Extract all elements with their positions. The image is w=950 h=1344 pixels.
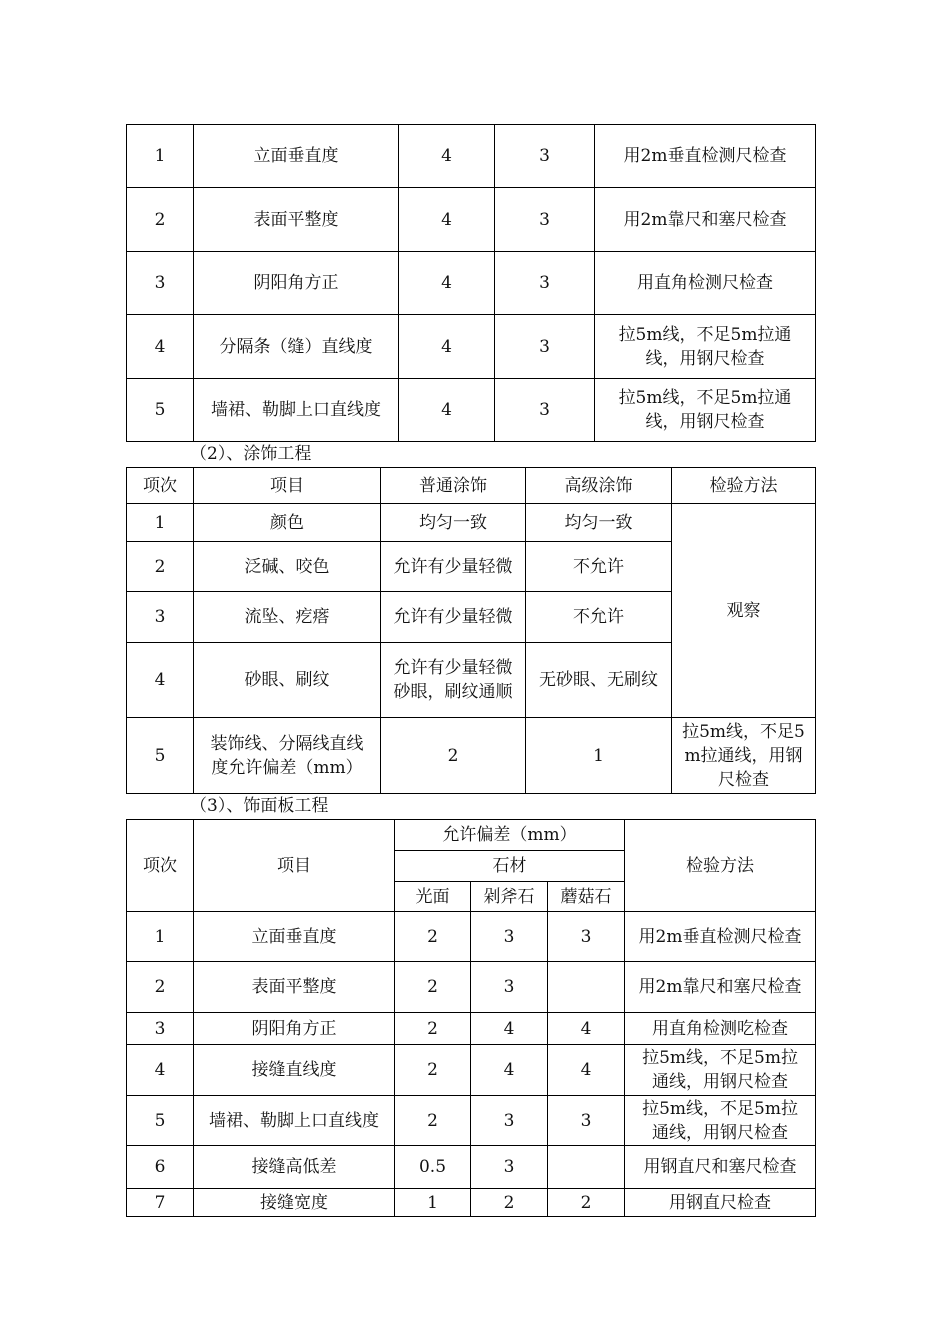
cell-advanced: 无砂眼、无刷纹 <box>526 643 672 718</box>
cell-no: 5 <box>127 1096 194 1146</box>
cell-method: 用钢直尺检查 <box>625 1189 816 1217</box>
table-row <box>127 125 816 188</box>
cell-method: 用直角检测吃检查 <box>625 1013 816 1045</box>
table-row <box>127 1013 816 1045</box>
cell-item: 表面平整度 <box>194 188 399 252</box>
header-item: 项目 <box>194 820 395 912</box>
cell-item: 颜色 <box>194 504 381 542</box>
cell-value: 3 <box>548 1096 625 1146</box>
table-row <box>127 252 816 315</box>
cell-value: 1 <box>395 1189 471 1217</box>
cell-value: 3 <box>471 912 548 962</box>
cell-value: 2 <box>395 1096 471 1146</box>
cell-item: 阴阳角方正 <box>194 1013 395 1045</box>
table-wall-tolerance <box>126 124 816 442</box>
cell-value: 4 <box>548 1045 625 1096</box>
cell-advanced: 1 <box>526 718 672 794</box>
cell-value: 4 <box>399 252 495 315</box>
table-row <box>127 315 816 379</box>
cell-value: 4 <box>548 1013 625 1045</box>
cell-value: 3 <box>495 379 595 442</box>
table-row <box>127 1189 816 1217</box>
cell-item: 接缝高低差 <box>194 1146 395 1189</box>
cell-value: 0.5 <box>395 1146 471 1189</box>
cell-method: 拉5m线，不足5m拉通线，用钢尺检查 <box>595 315 816 379</box>
table-row <box>127 718 816 794</box>
cell-no: 2 <box>127 962 194 1013</box>
cell-value: 4 <box>471 1013 548 1045</box>
cell-item: 接缝直线度 <box>194 1045 395 1096</box>
cell-normal: 允许有少量轻微 <box>381 542 526 592</box>
cell-no: 2 <box>127 188 194 252</box>
cell-value: 2 <box>548 1189 625 1217</box>
cell-advanced: 不允许 <box>526 592 672 643</box>
cell-method: 拉5m线，不足5m拉通线，用钢尺检查 <box>595 379 816 442</box>
cell-value: 4 <box>471 1045 548 1096</box>
cell-no: 6 <box>127 1146 194 1189</box>
cell-method: 用2m靠尺和塞尺检查 <box>625 962 816 1013</box>
cell-no: 4 <box>127 315 194 379</box>
header-item: 项目 <box>194 468 381 504</box>
table-facing-panel <box>126 819 816 1217</box>
cell-item: 阴阳角方正 <box>194 252 399 315</box>
cell-no: 4 <box>127 643 194 718</box>
cell-method: 用钢直尺和塞尺检查 <box>625 1146 816 1189</box>
cell-value: 3 <box>495 315 595 379</box>
cell-item: 立面垂直度 <box>194 125 399 188</box>
cell-no: 4 <box>127 1045 194 1096</box>
cell-value: 3 <box>495 125 595 188</box>
cell-value: 4 <box>399 188 495 252</box>
cell-value: 4 <box>399 315 495 379</box>
cell-advanced: 不允许 <box>526 542 672 592</box>
cell-method: 拉5m线，不足5m拉通线，用钢尺检查 <box>672 718 816 794</box>
header-method: 检验方法 <box>672 468 816 504</box>
cell-method-merged: 观察 <box>672 504 816 718</box>
table-row <box>127 188 816 252</box>
header-bush-hammered: 剁斧石 <box>471 882 548 912</box>
cell-value: 2 <box>471 1189 548 1217</box>
cell-value: 3 <box>471 962 548 1013</box>
cell-no: 3 <box>127 592 194 643</box>
table-coating <box>126 467 816 794</box>
header-polished: 光面 <box>395 882 471 912</box>
cell-item: 立面垂直度 <box>194 912 395 962</box>
cell-item: 分隔条（缝）直线度 <box>194 315 399 379</box>
table-row <box>127 1096 816 1146</box>
cell-value <box>548 962 625 1013</box>
cell-no: 5 <box>127 379 194 442</box>
header-advanced: 高级涂饰 <box>526 468 672 504</box>
cell-method: 用2m靠尺和塞尺检查 <box>595 188 816 252</box>
cell-value: 3 <box>471 1146 548 1189</box>
cell-no: 1 <box>127 912 194 962</box>
header-no: 项次 <box>127 468 194 504</box>
cell-item: 墙裙、勒脚上口直线度 <box>194 1096 395 1146</box>
cell-value: 3 <box>471 1096 548 1146</box>
table-row <box>127 379 816 442</box>
cell-item: 表面平整度 <box>194 962 395 1013</box>
cell-no: 3 <box>127 252 194 315</box>
cell-value: 4 <box>399 379 495 442</box>
cell-method: 用2m垂直检测尺检查 <box>625 912 816 962</box>
cell-item: 流坠、疙瘩 <box>194 592 381 643</box>
cell-no: 2 <box>127 542 194 592</box>
cell-value: 3 <box>495 188 595 252</box>
header-deviation: 允许偏差（mm） <box>395 820 625 851</box>
table-row <box>127 962 816 1013</box>
cell-no: 3 <box>127 1013 194 1045</box>
cell-method: 拉5m线，不足5m拉通线，用钢尺检查 <box>625 1045 816 1096</box>
table-row <box>127 1146 816 1189</box>
cell-no: 7 <box>127 1189 194 1217</box>
header-method: 检验方法 <box>625 820 816 912</box>
cell-method: 用2m垂直检测尺检查 <box>595 125 816 188</box>
header-stone: 石材 <box>395 851 625 882</box>
header-normal: 普通涂饰 <box>381 468 526 504</box>
cell-item: 墙裙、勒脚上口直线度 <box>194 379 399 442</box>
table-row <box>127 912 816 962</box>
cell-item: 装饰线、分隔线直线度允许偏差（mm） <box>194 718 381 794</box>
cell-value: 3 <box>548 912 625 962</box>
cell-value: 2 <box>395 1013 471 1045</box>
table-row <box>127 1045 816 1096</box>
cell-no: 1 <box>127 125 194 188</box>
cell-no: 5 <box>127 718 194 794</box>
cell-advanced: 均匀一致 <box>526 504 672 542</box>
section-caption-facing-panel: （3）、饰面板工程 <box>190 796 329 816</box>
cell-value: 4 <box>399 125 495 188</box>
cell-value <box>548 1146 625 1189</box>
header-no: 项次 <box>127 820 194 912</box>
cell-value: 2 <box>395 1045 471 1096</box>
section-caption-coating: （2）、涂饰工程 <box>190 444 312 464</box>
cell-value: 2 <box>395 962 471 1013</box>
cell-item: 接缝宽度 <box>194 1189 395 1217</box>
table-header-row <box>127 820 816 851</box>
cell-normal: 均匀一致 <box>381 504 526 542</box>
header-mushroom: 蘑菇石 <box>548 882 625 912</box>
cell-normal: 允许有少量轻微 <box>381 592 526 643</box>
cell-method: 拉5m线，不足5m拉通线，用钢尺检查 <box>625 1096 816 1146</box>
cell-value: 3 <box>495 252 595 315</box>
cell-value: 2 <box>395 912 471 962</box>
table-row <box>127 504 816 542</box>
cell-item: 泛碱、咬色 <box>194 542 381 592</box>
cell-normal: 2 <box>381 718 526 794</box>
cell-no: 1 <box>127 504 194 542</box>
cell-normal: 允许有少量轻微砂眼，刷纹通顺 <box>381 643 526 718</box>
table-header-row <box>127 468 816 504</box>
cell-item: 砂眼、刷纹 <box>194 643 381 718</box>
cell-method: 用直角检测尺检查 <box>595 252 816 315</box>
